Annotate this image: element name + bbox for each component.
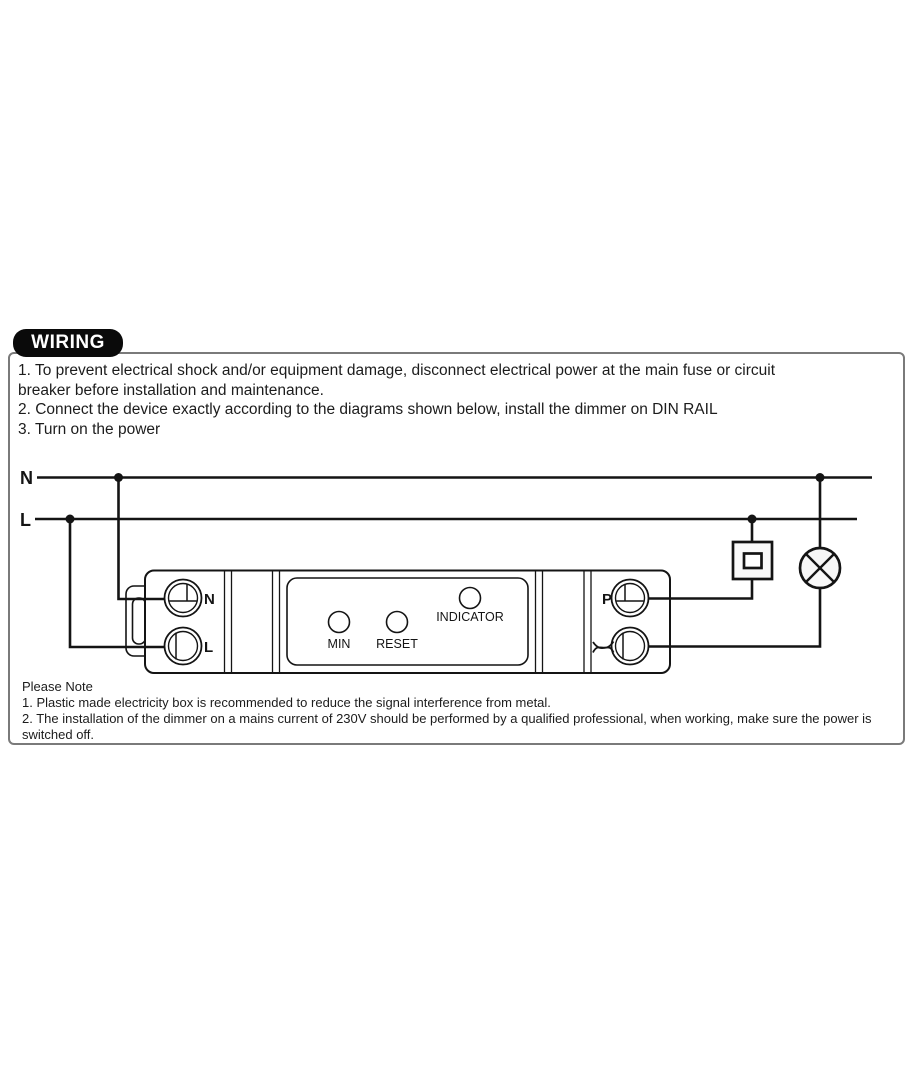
reset-button-label: RESET <box>376 637 418 651</box>
reset-button <box>387 612 408 633</box>
min-button <box>329 612 350 633</box>
terminal-l-label: L <box>204 639 214 656</box>
please-note-section <box>22 679 874 743</box>
wiring-instructions <box>18 361 810 439</box>
min-button-label: MIN <box>327 637 351 651</box>
terminal-p-label: P <box>601 591 612 608</box>
wiring-diagram <box>0 440 910 690</box>
instruction-item: 1. To prevent electrical shock and/or equipment damage, disconnect electrical power at the main fuse or circuit breaker before installation and maintenance. <box>18 362 776 399</box>
live-line-label: L <box>20 510 31 530</box>
dimmer-device <box>126 571 670 674</box>
mains-lines <box>35 478 872 520</box>
please-note-title: Please Note <box>22 679 93 694</box>
wiring-badge-label: WIRING <box>31 332 105 353</box>
neutral-line-label: N <box>20 468 33 488</box>
terminal-n-label: N <box>204 591 215 608</box>
instruction-item: 2. Connect the device exactly according to the diagrams shown below, install the dimmer on DIN RAIL <box>18 401 718 418</box>
note-item: 1. Plastic made electricity box is recommended to reduce the signal interference from metal. <box>22 695 551 710</box>
wiring-section-badge <box>13 329 123 357</box>
indicator-light <box>460 588 481 609</box>
junction-dots <box>66 473 825 524</box>
indicator-label: INDICATOR <box>436 610 504 624</box>
lamp-icon <box>800 548 840 588</box>
note-item: 2. The installation of the dimmer on a mains current of 230V should be performed by a qualified professional, when working, make sure the power is switched off. <box>22 711 872 742</box>
instruction-item: 3. Turn on the power <box>18 420 161 438</box>
wall-switch-icon <box>733 542 772 579</box>
